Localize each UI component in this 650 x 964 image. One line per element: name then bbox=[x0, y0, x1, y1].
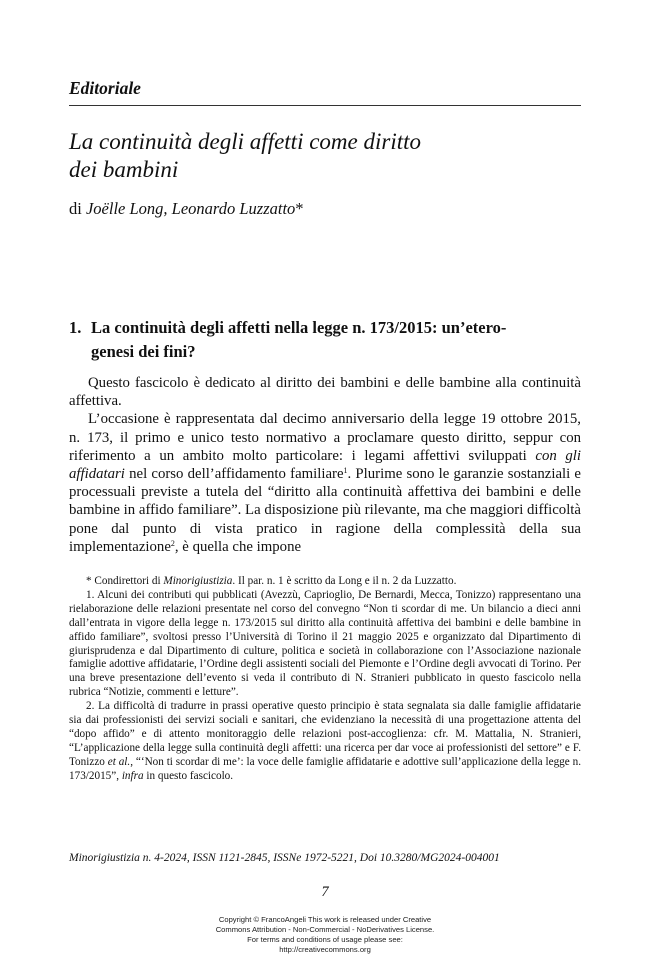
section-label: Editoriale bbox=[69, 78, 141, 98]
copyright-line-3: For terms and conditions of usage please see: bbox=[247, 935, 403, 944]
article-authors bbox=[69, 199, 304, 219]
copyright-line-1: Copyright © FrancoAngeli This work is released under Creative bbox=[218, 915, 432, 924]
header-divider bbox=[69, 105, 581, 106]
section-number: 1. bbox=[69, 318, 82, 337]
footnote-1: 1. Alcuni dei contributi qui pubblicati (Avezzù, Caprioglio, De Bernardi, Mecca, Tonizzo) rappresentano una rielaborazione delle relazioni presentate nel corso del convegno “Non ti scordar di me. Un bilancio a dieci anni dall’entrata in vigore della legge n. 173/2015 sul diritto alla continuità affettiva dei bambini e delle bambine in affido familiare”, svoltosi presso l’Università di Torino il 21 maggio 2025 e organizzato dal Dipartimento di giurisprudenza e dal Dipartimento di culture, politica e società in collaborazione con l’Associazione nazionale famiglie adottive affidatarie, l’Ordine degli assistenti sociali del Piemonte e l’Ordine degli avvocati di Torino. Per una breve presentazione dell’evento si veda il contributo di N. Stranieri pubblicato in questo fascicolo nella rubrica “Notizie, commenti e letture”. bbox=[69, 588, 581, 699]
section-heading-line-2: genesi dei fini? bbox=[91, 342, 196, 361]
authors-prefix: di bbox=[69, 199, 82, 218]
authors-footnote-mark: * bbox=[295, 199, 304, 218]
section-heading-line-1: La continuità degli affetti nella legge n. 173/2015: un’etero- bbox=[91, 318, 507, 337]
footnote-ref-1[interactable]: 1 bbox=[343, 466, 348, 476]
copyright-notice bbox=[150, 915, 500, 955]
footnotes bbox=[69, 575, 581, 784]
body-text bbox=[69, 374, 581, 556]
authors-names: Joëlle Long, Leonardo Luzzatto bbox=[85, 199, 296, 218]
footnote-star: * Condirettori di Minorigiustizia. Il par. n. 1 è scritto da Long e il n. 2 da Luzzatto. bbox=[86, 575, 457, 587]
journal-citation: Minorigiustizia n. 4-2024, ISSN 1121-2845, ISSNe 1972-5221, Doi 10.3280/MG2024-004001 bbox=[69, 852, 500, 864]
article-title-line-2: dei bambini bbox=[69, 157, 179, 182]
article-title-line-1: La continuità degli affetti come diritto bbox=[69, 129, 421, 154]
copyright-line-2: Commons Attribution - Non-Commercial - NoDerivatives License. bbox=[215, 925, 435, 934]
footnote-ref-2[interactable]: 2 bbox=[170, 538, 175, 548]
section-heading bbox=[69, 316, 581, 364]
copyright-link[interactable]: http://creativecommons.org bbox=[279, 945, 371, 954]
body-paragraph-1: Questo fascicolo è dedicato al diritto dei bambini e delle bambine alla continuità affettiva. bbox=[69, 375, 581, 410]
footnote-2: 2. La difficoltà di tradurre in prassi operative questo principio è stata segnalata sia dalle famiglie affidatarie sia dai professionisti dei servizi sociali e sanitari, che evidenziano la necessità di una progettazione attenta del “dopo affido” e di attento monitoraggio delle relazioni post-accoglienza: cfr. M. Mattalia, N. Stranieri, “L’applicazione della legge sulla continuità degli affetti: una ricerca per dar voce ai professionisti del settore” e F. Tonizzo et al., “‘Non ti scordar di me’: la voce delle famiglie affidatarie e adottive sull’applicazione della legge n. 173/2015”, infra in questo fascicolo. bbox=[69, 700, 582, 782]
page-number: 7 bbox=[321, 884, 329, 900]
body-paragraph-2: L’occasione è rappresentata dal decimo anniversario della legge 19 ottobre 2015, n. 173, il primo e unico testo normativo a proclamare questo diritto, seppur con riferimento a un ambito molto particolare: i legami affettivi sviluppati con gli affidatari nel corso dell’affidamento familiare$^1$. Plurime sono le garanzie sostanziali e processuali previste a tutela del “diritto alla continuità affettiva dei bambini e delle bambine in affido familiare”. La disposizione più rilevante, ma che maggiori difficoltà pone dal punto di vista pratico in ragione della complessità della sua implementazione$^2$, è quella che impone bbox=[69, 411, 581, 555]
article-title bbox=[69, 128, 421, 184]
